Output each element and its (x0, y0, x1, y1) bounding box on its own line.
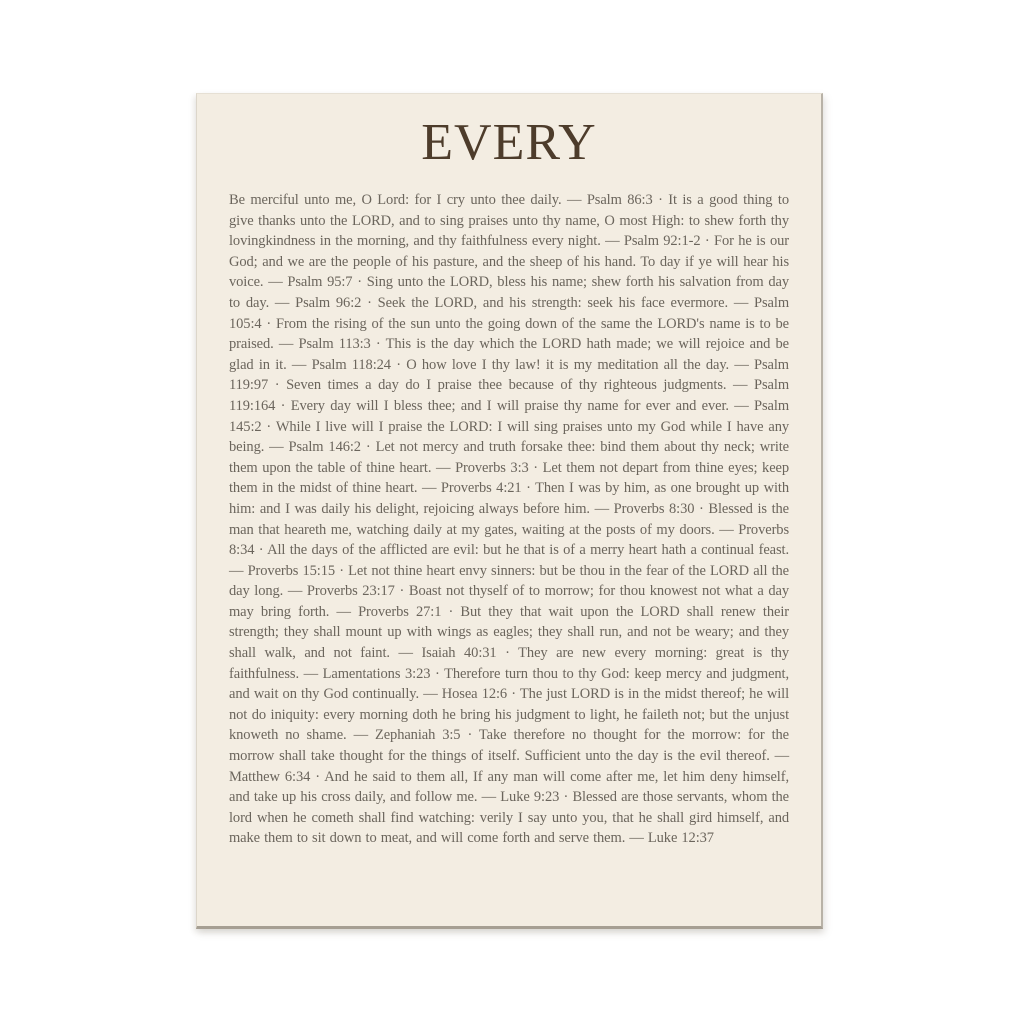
verse-reference: Lamentations 3:23 (322, 665, 431, 682)
verse-separator-dash: — (600, 233, 624, 250)
verse-separator-dash: — (589, 500, 614, 517)
verse-text: All the days of the afflicted are evil: but he that is of a merry heart hath a continual feast. (267, 542, 789, 559)
verse-separator-dash: — (625, 830, 648, 847)
verse-separator-dash: — (329, 603, 359, 620)
verse-reference: Psalm 146:2 (288, 439, 361, 456)
verse-separator-dash: — (298, 665, 323, 682)
verse-separator-dot: · (460, 727, 479, 744)
verse-reference: Psalm 96:2 (295, 294, 362, 311)
verse-reference: Psalm 95:7 (287, 274, 353, 291)
verse-separator-dot: · (261, 418, 276, 435)
verse-reference: Proverbs 8:30 (613, 500, 695, 517)
verse-text: Blessed is the man that heareth me, watching daily at my gates, waiting at the posts of my doors. (229, 500, 789, 538)
verse-separator-dash: — (263, 274, 288, 291)
verse-reference: Isaiah 40:31 (421, 645, 497, 662)
verse-separator-dot: · (254, 542, 268, 559)
verse-text: They are new every morning: great is thy faithfulness. (229, 645, 789, 682)
verse-text: Sing unto the LORD, bless his name; shew forth his salvation from day to day. (229, 274, 789, 311)
verse-separator-dot: · (335, 562, 349, 579)
verse-separator-dash: — (726, 377, 755, 394)
verse-separator-dot: · (694, 500, 709, 517)
verse-text: Then I was by him, as one brought up with him: and I was daily his delight, rejoicing always before him. (229, 480, 789, 517)
verse-separator-dash: — (417, 480, 441, 497)
verse-text: Let not thine heart envy sinners: but be thou in the fear of the LORD all the day long. (229, 562, 789, 600)
verse-separator-dot: · (441, 603, 461, 620)
verse-separator-dash: — (728, 397, 755, 414)
verse-text: Let them not depart from thine eyes; keep them in the midst of thine heart. (229, 459, 790, 497)
verse-reference: Psalm 145:2 (229, 397, 789, 435)
verse-separator-dot: · (528, 459, 543, 476)
verse-separator-dash: — (273, 336, 299, 353)
verse-text: But they that wait upon the LORD shall renew their strength; they shall mount up with wings as eagles; they shall run, and not be weary; and they shall walk, and not faint. (229, 603, 789, 662)
verse-reference: Psalm 119:164 (229, 377, 789, 414)
verse-reference: Proverbs 15:15 (247, 562, 336, 579)
verse-separator-dot: · (521, 480, 536, 497)
verse-separator-dot: · (361, 294, 378, 311)
verse-reference: Luke 12:37 (647, 830, 714, 847)
verse-reference: Proverbs 3:3 (455, 459, 529, 476)
verse-separator-dash: — (229, 562, 248, 579)
verse-text: Let not mercy and truth forsake thee: bind them about thy neck; write them upon the table of thine heart. (229, 439, 790, 476)
verse-text: Take therefore no thought for the morrow: for the morrow shall take thought for the things of itself. Sufficient unto the day is the evil thereof. (229, 727, 789, 765)
verse-text: Boast not thyself of to morrow; for thou knowest not what a day may bring forth. (229, 583, 789, 620)
verse-reference: Psalm 86:3 (586, 192, 653, 208)
verse-reference: Zephaniah 3:5 (374, 727, 461, 744)
verse-separator-dot: · (390, 356, 407, 373)
verse-text: Every day will I bless thee; and I will praise thy name for ever and ever. (290, 397, 729, 414)
verse-separator-dash: — (283, 583, 307, 600)
verse-separator-dot: · (496, 645, 519, 662)
verse-text: Blessed are those servants, whom the lord when he cometh shall find watching: verily I say unto you, that he shall gird himself, and make them to sit down to meat, and will come forth and serve them. (229, 789, 790, 847)
verse-separator-dot: · (268, 377, 287, 394)
verse-separator-dot: · (370, 336, 386, 353)
verse-separator-dash: — (346, 727, 375, 744)
verse-separator-dash: — (769, 748, 789, 765)
verse-separator-dot: · (275, 397, 291, 414)
verse-reference: Psalm 92:1-2 (623, 233, 701, 250)
verse-paragraph (229, 190, 789, 849)
verse-separator-dot: · (360, 439, 376, 456)
verse-reference: Psalm 118:24 (311, 356, 391, 373)
verse-reference: Matthew 6:34 (229, 768, 311, 785)
verse-separator-dot: · (507, 686, 520, 703)
verse-reference: Luke 9:23 (500, 789, 560, 806)
verse-separator-dot: · (700, 233, 715, 250)
verse-text: Be merciful unto me, O Lord: for I cry unto thee daily. (229, 192, 562, 208)
verse-separator-dash: — (389, 645, 422, 662)
verse-separator-dash: — (729, 356, 755, 373)
verse-text: O how love I thy law! it is my meditation all the day. (406, 356, 730, 373)
verse-separator-dot: · (652, 192, 669, 208)
verse-reference: Psalm 105:4 (229, 294, 789, 332)
verse-text: It is a good thing to give thanks unto the LORD, and to sing praises unto thy name, O most High: to shew forth thy lovingkindness in the morning, and thy faithfulness every night. (229, 192, 789, 250)
poster-title: EVERY (421, 114, 597, 171)
verse-separator-dash: — (286, 356, 312, 373)
verse-separator-dash: — (477, 789, 501, 806)
verse-separator-dash: — (728, 294, 755, 311)
verse-text: Seek the LORD, and his strength: seek his face evermore. (377, 294, 729, 311)
verse-reference: Psalm 119:97 (229, 356, 789, 394)
verse-text: While I live will I praise the LORD: I will sing praises unto my God while I have any being. (229, 418, 789, 456)
verse-separator-dot: · (430, 665, 445, 682)
verse-reference: Proverbs 4:21 (440, 480, 522, 497)
verse-separator-dot: · (559, 789, 573, 806)
verse-separator-dash: — (561, 192, 587, 208)
verse-text: Therefore turn thou to thy God: keep mercy and judgment, and wait on thy God continually. (229, 665, 790, 703)
verse-separator-dot: · (394, 583, 409, 600)
verse-separator-dot: · (352, 274, 367, 291)
verse-text: Seven times a day do I praise thee because of thy righteous judgments. (286, 377, 727, 394)
verse-reference: Hosea 12:6 (441, 686, 508, 703)
verse-reference: Proverbs 27:1 (358, 603, 442, 620)
verse-separator-dash: — (431, 459, 456, 476)
verse-reference: Psalm 113:3 (298, 336, 371, 353)
verse-text: From the rising of the sun unto the going down of the same the LORD's name is to be praised. (229, 315, 789, 353)
verse-separator-dash: — (264, 439, 289, 456)
verse-separator-dash: — (269, 294, 296, 311)
verse-text: For he is our God; and we are the people of his pasture, and the sheep of his hand. To day if ye will hear his voice. (229, 233, 789, 291)
verse-text: And he said to them all, If any man will come after me, let him deny himself, and take up his cross daily, and follow me. (229, 768, 789, 806)
verse-text: This is the day which the LORD hath made; we will rejoice and be glad in it. (229, 336, 790, 373)
verse-reference: Proverbs 8:34 (229, 521, 789, 559)
poster-canvas (196, 93, 823, 929)
verse-separator-dot: · (310, 768, 325, 785)
verse-separator-dash: — (419, 686, 442, 703)
verse-separator-dot: · (261, 315, 276, 332)
verse-reference: Proverbs 23:17 (306, 583, 395, 600)
verse-text: The just LORD is in the midst thereof; he will not do iniquity: every morning doth he bring his judgment to light, he faileth not; but the unjust knoweth no shame. (229, 686, 789, 744)
verse-separator-dash: — (714, 521, 739, 538)
